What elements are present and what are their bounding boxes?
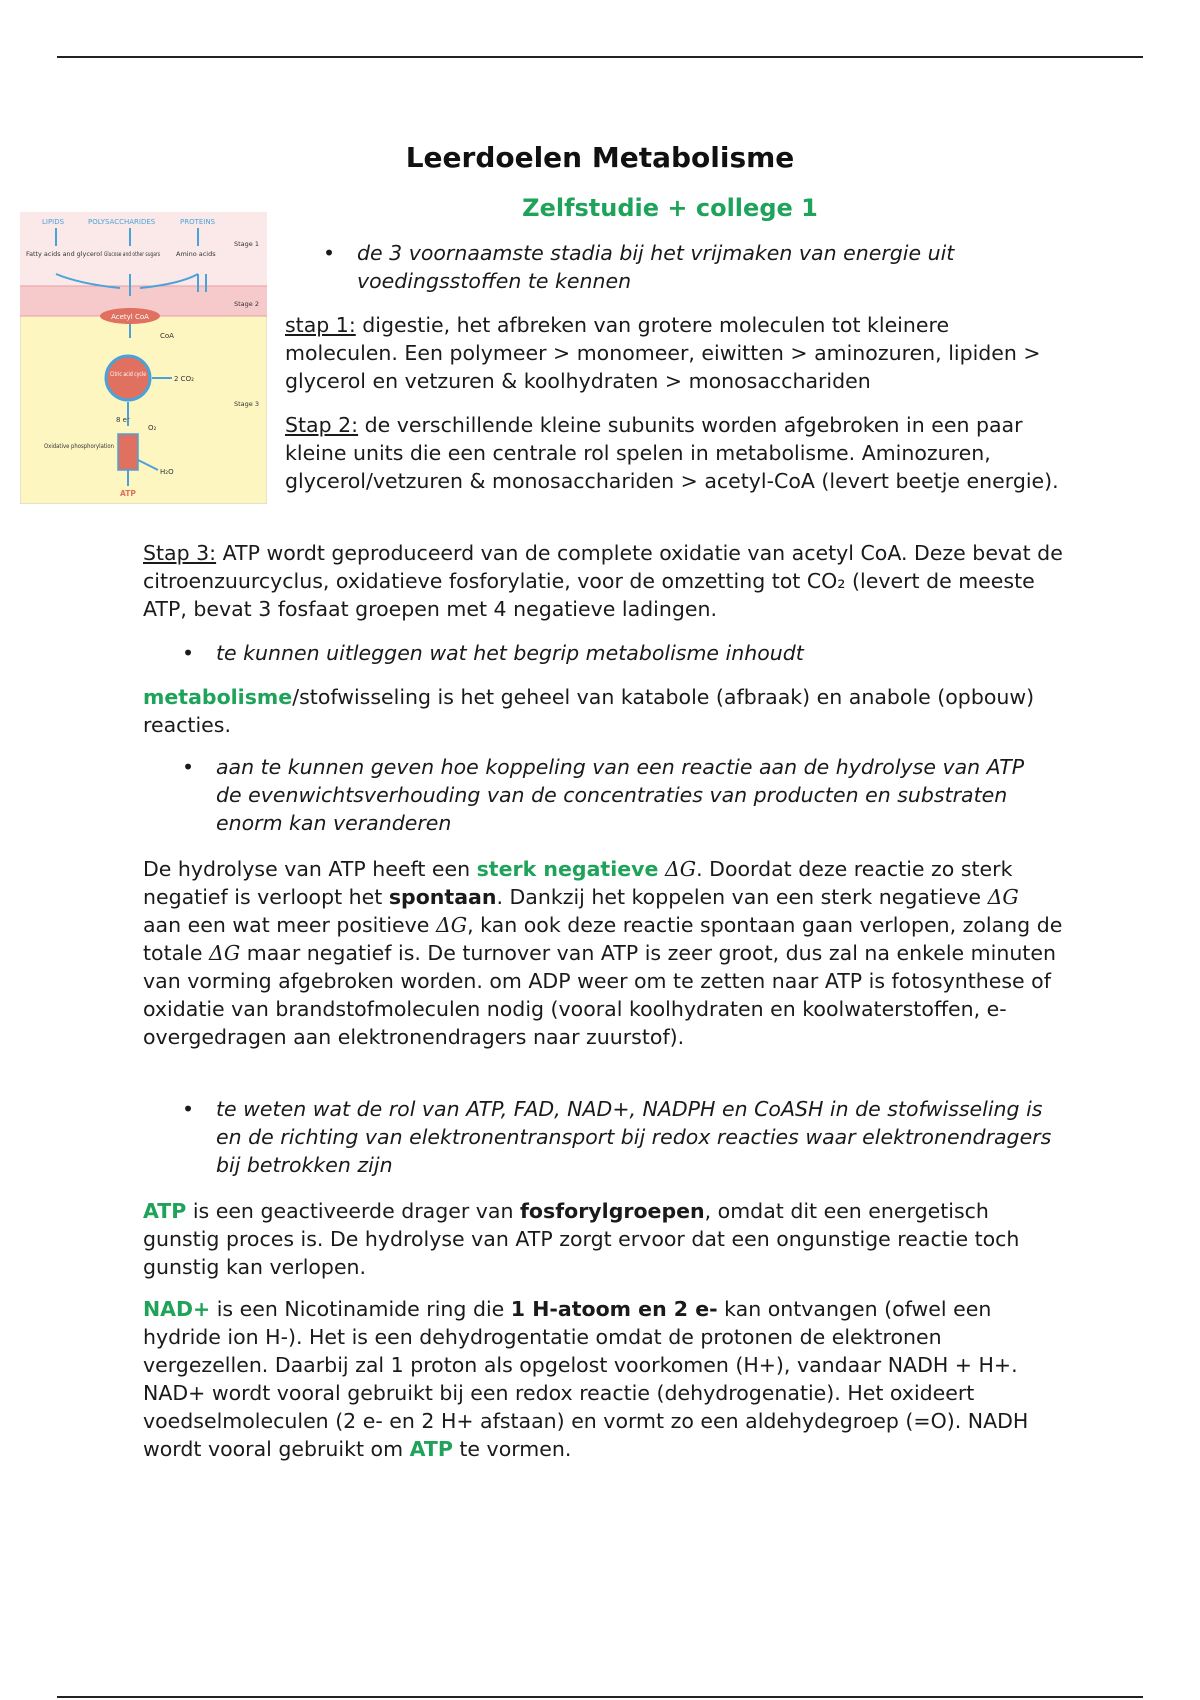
nad-h-atoom: 1 H-atoom en 2 e- — [510, 1297, 718, 1321]
paragraph-stap3 — [143, 539, 1063, 623]
paragraph-atp — [143, 1197, 1063, 1281]
nad-atp-term: ATP — [409, 1437, 453, 1461]
nad-text-1: is een Nicotinamide ring die — [210, 1297, 511, 1321]
delta-g-2: ΔG — [987, 885, 1019, 909]
stap2-label: Stap 2: — [285, 413, 359, 437]
stap3-label: Stap 3: — [143, 541, 217, 565]
bottom-rule — [57, 1696, 1143, 1698]
label-stage2: Stage 2 — [234, 300, 259, 308]
label-h2o: H₂O — [160, 468, 174, 476]
page-subtitle: Zelfstudie + college 1 — [522, 194, 818, 222]
stap3-text: ATP wordt geproduceerd van de complete oxidatie van acetyl CoA. Deze bevat de citroenzuurcyclus, oxidatieve fosforylatie, voor de omzetting tot CO₂ (levert de meeste ATP, bevat 3 fosfaat groepen met 4 negatieve ladingen. — [143, 541, 1063, 621]
label-coa: CoA — [160, 332, 174, 340]
delta-g-4: ΔG — [209, 941, 241, 965]
delta-g-1: ΔG — [664, 857, 697, 881]
label-stage3: Stage 3 — [234, 400, 259, 408]
metabolisme-term: metabolisme — [143, 685, 293, 709]
learning-goal-4-text: te weten wat de rol van ATP, FAD, NAD+, NADPH en CoASH in de stofwisseling is en de richting van elektronentransport bij redox reacties waar elektronendragers bij betrokken zijn — [216, 1097, 1052, 1177]
stap2-text: de verschillende kleine subunits worden afgebroken in een paar kleine units die een centrale rol spelen in metabolisme. Aminozuren, glycerol/vetzuren & monosacchariden > acetyl-CoA (levert beetje energie). — [285, 413, 1059, 493]
paragraph-hydrolyse — [143, 855, 1063, 1051]
paragraph-stap1 — [285, 311, 1065, 395]
hydro-text-1: De hydrolyse van ATP heeft een — [143, 857, 477, 881]
label-stage1: Stage 1 — [234, 240, 259, 248]
oxphos-node — [118, 434, 138, 470]
label-oxphos: Oxidative phosphorylation — [44, 442, 114, 450]
label-atp: ATP — [120, 489, 136, 498]
hydro-text-2: . Doordat deze reactie zo sterk negatief is verloopt het — [143, 857, 1013, 909]
hydro-text-4: aan een wat meer positieve — [143, 913, 436, 937]
page-title: Leerdoelen Metabolisme — [405, 141, 795, 174]
top-rule — [57, 56, 1143, 58]
learning-goal-1-text: de 3 voornaamste stadia bij het vrijmaken van energie uit voedingsstoffen te kennen — [357, 241, 955, 293]
learning-goal-2-text: te kunnen uitleggen wat het begrip metabolisme inhoudt — [216, 641, 804, 665]
label-amino-acids: Amino acids — [176, 250, 216, 258]
atp-fosforylgroepen: fosforylgroepen — [519, 1199, 705, 1223]
label-co2: 2 CO₂ — [174, 375, 194, 383]
nad-text-3: te vormen. — [452, 1437, 572, 1461]
paragraph-stap2 — [285, 411, 1065, 495]
paragraph-nad — [143, 1295, 1063, 1463]
nad-text-2: kan ontvangen (ofwel een hydride ion H-). Het is een dehydrogentatie omdat de protonen de elektronen vergezellen. Daarbij zal 1 proton als opgelost voorkomen (H+), vandaar NADH + H+. NAD+ wordt vooral gebruikt bij een redox reactie (dehydrogenatie). Het oxideert voedselmoleculen (2 e- en 2 H+ afstaan) en vormt zo een aldehydegroep (=O). NADH wordt vooral gebruikt om — [143, 1297, 1029, 1461]
label-citric: Citric acid cycle — [110, 371, 147, 378]
label-electrons: 8 e⁻ — [116, 416, 131, 424]
label-polysaccharides: POLYSACCHARIDES — [88, 218, 156, 226]
learning-goal-2: • te kunnen uitleggen wat het begrip metabolisme inhoudt — [182, 641, 804, 665]
hydro-text-3: . Dankzij het koppelen van een sterk negatieve — [496, 885, 988, 909]
label-glucose: Glucose and other sugars — [104, 250, 161, 258]
label-lipids: LIPIDS — [42, 218, 65, 226]
learning-goal-3: • aan te kunnen geven hoe koppeling van een reactie aan de hydrolyse van ATP de evenwichtsverhouding van de concentraties van producten en substraten enorm kan veranderen — [182, 755, 1025, 835]
learning-goal-3-text: aan te kunnen geven hoe koppeling van een reactie aan de hydrolyse van ATP de evenwichtsverhouding van de concentraties van producten en substraten enorm kan veranderen — [216, 755, 1025, 835]
label-o2: O₂ — [148, 424, 157, 432]
nad-term: NAD+ — [143, 1297, 211, 1321]
citric-acid-cycle-node — [106, 356, 150, 400]
learning-goal-4: • te weten wat de rol van ATP, FAD, NAD+, NADPH en CoASH in de stofwisseling is en de richting van elektronentransport bij redox reacties waar elektronendragers bij betrokken zijn — [182, 1097, 1052, 1177]
learning-goal-1: • de 3 voornaamste stadia bij het vrijmaken van energie uit voedingsstoffen te kennen — [323, 241, 955, 293]
atp-text-2: , omdat dit een energetisch gunstig proces is. De hydrolyse van ATP zorgt ervoor dat een ongunstige reactie toch gunstig kan verlopen. — [143, 1199, 1020, 1279]
stap1-label: stap 1: — [285, 313, 356, 337]
label-fatty-acids: Fatty acids and glycerol — [26, 250, 103, 258]
atp-text-1: is een geactiveerde drager van — [186, 1199, 520, 1223]
hydro-spontaan: spontaan — [388, 885, 497, 909]
hydro-sterk-negatieve: sterk negatieve — [476, 857, 659, 881]
stap1-text: digestie, het afbreken van grotere moleculen tot kleinere moleculen. Een polymeer > monomeer, eiwitten > aminozuren, lipiden > glycerol en vetzuren & koolhydraten > monosacchariden — [285, 313, 1041, 393]
delta-g-3: ΔG — [435, 913, 468, 937]
metabolisme-text: /stofwisseling is het geheel van katabole (afbraak) en anabole (opbouw) reacties. — [143, 685, 1035, 737]
atp-term: ATP — [143, 1199, 187, 1223]
hydro-text-6: maar negatief is. De turnover van ATP is zeer groot, dus zal na enkele minuten van vorming afgebroken worden. om ADP weer om te zetten naar ATP is fotosynthese of oxidatie van brandstofmoleculen nodig (vooral koolhydraten en koolwaterstoffen, e- overgedragen aan elektronendragers naar zuurstof). — [143, 941, 1056, 1049]
label-proteins: PROTEINS — [180, 218, 216, 226]
metabolism-stages-figure — [20, 212, 267, 504]
label-acetyl-coa: Acetyl CoA — [111, 313, 149, 321]
paragraph-metabolisme — [143, 683, 1063, 739]
hydro-text-5: , kan ook deze reactie spontaan gaan verlopen, zolang de totale — [143, 913, 1063, 965]
